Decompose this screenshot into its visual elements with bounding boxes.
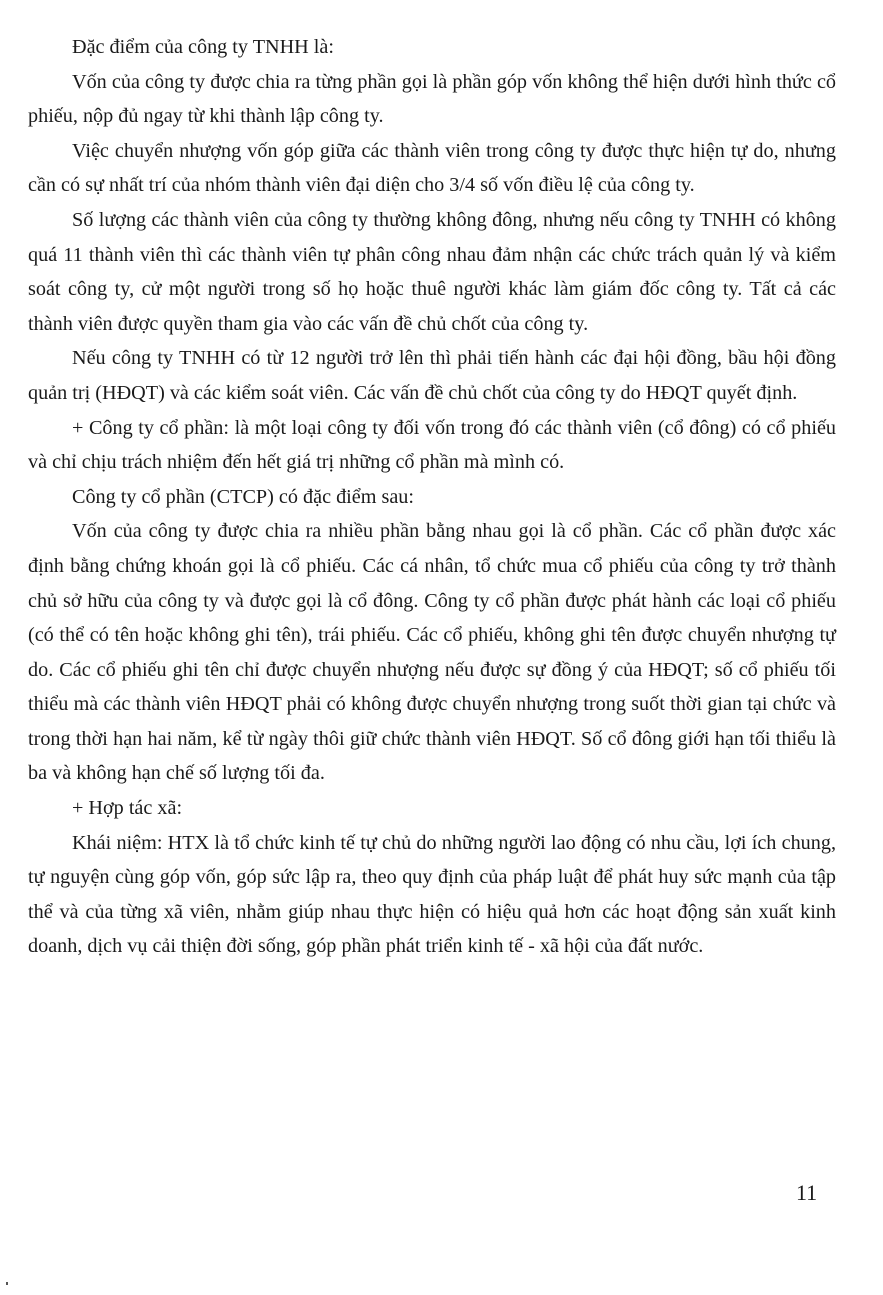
paragraph: Công ty cổ phần (CTCP) có đặc điểm sau: [72,485,415,508]
paragraph: Vốn của công ty được chia ra nhiều phần bằng nhau gọi là cổ phần. Các cổ phần được xác định bằng chứng khoán gọi là cổ phiếu. Các cá nhân, tổ chức mua cổ phiếu của công ty trở thành chủ sở hữu của công ty và được gọi là cổ đông. Công ty cổ phần được phát hành các loại cổ phiếu (có thể có tên hoặc không ghi tên), trái phiếu. Các cổ phiếu, không ghi tên được chuyển nhượng tự do. Các cổ phiếu ghi tên chỉ được chuyển nhượng nếu được sự đồng ý của HĐQT; số cổ phiếu tối thiểu mà các thành viên HĐQT phải có không được chuyển nhượng trong suốt thời gian tại chức và trong thời hạn hai năm, kể từ ngày thôi giữ chức thành viên HĐQT. Số cổ đông giới hạn tối thiểu là ba và không hạn chế số lượng tối đa. [28,520,836,785]
paragraph: + Hợp tác xã: [72,797,183,820]
page-number: 11 [796,1180,818,1205]
paragraph: Nếu công ty TNHH có từ 12 người trở lên thì phải tiến hành các đại hội đồng, bầu hội đồng quản trị (HĐQT) và các kiểm soát viên. Các vấn đề chủ chốt của công ty do HĐQT quyết định. [28,347,836,404]
scan-speck [6,1282,8,1285]
page-body [28,30,836,964]
paragraph: Vốn của công ty được chia ra từng phần gọi là phần góp vốn không thể hiện dưới hình thức cổ phiếu, nộp đủ ngay từ khi thành lập công ty. [28,70,836,128]
paragraph: Đặc điểm của công ty TNHH là: [72,36,334,58]
paragraph: Khái niệm: HTX là tổ chức kinh tế tự chủ do những người lao động có nhu cầu, lợi ích chung, tự nguyện cùng góp vốn, góp sức lập ra, theo quy định của pháp luật để phát huy sức mạnh của tập thể và của từng xã viên, nhằm giúp nhau thực hiện có hiệu quả hơn các hoạt động sản xuất kinh doanh, dịch vụ cải thiện đời sống, góp phần phát triển kinh tế - xã hội của đất nước. [28,831,836,958]
paragraph: Số lượng các thành viên của công ty thường không đông, nhưng nếu công ty TNHH có không quá 11 thành viên thì các thành viên tự phân công nhau đảm nhận các chức trách quản lý và kiểm soát công ty, cử một người trong số họ hoặc thuê người khác làm giám đốc công ty. Tất cả các thành viên được quyền tham gia vào các vấn đề chủ chốt của công ty. [28,208,836,335]
paragraph: + Công ty cổ phần: là một loại công ty đối vốn trong đó các thành viên (cổ đông) có cổ phiếu và chỉ chịu trách nhiệm đến hết giá trị những cổ phần mà mình có. [28,416,836,474]
paragraph: Việc chuyển nhượng vốn góp giữa các thành viên trong công ty được thực hiện tự do, nhưng cần có sự nhất trí của nhóm thành viên đại diện cho 3/4 số vốn điều lệ của công ty. [28,139,836,197]
